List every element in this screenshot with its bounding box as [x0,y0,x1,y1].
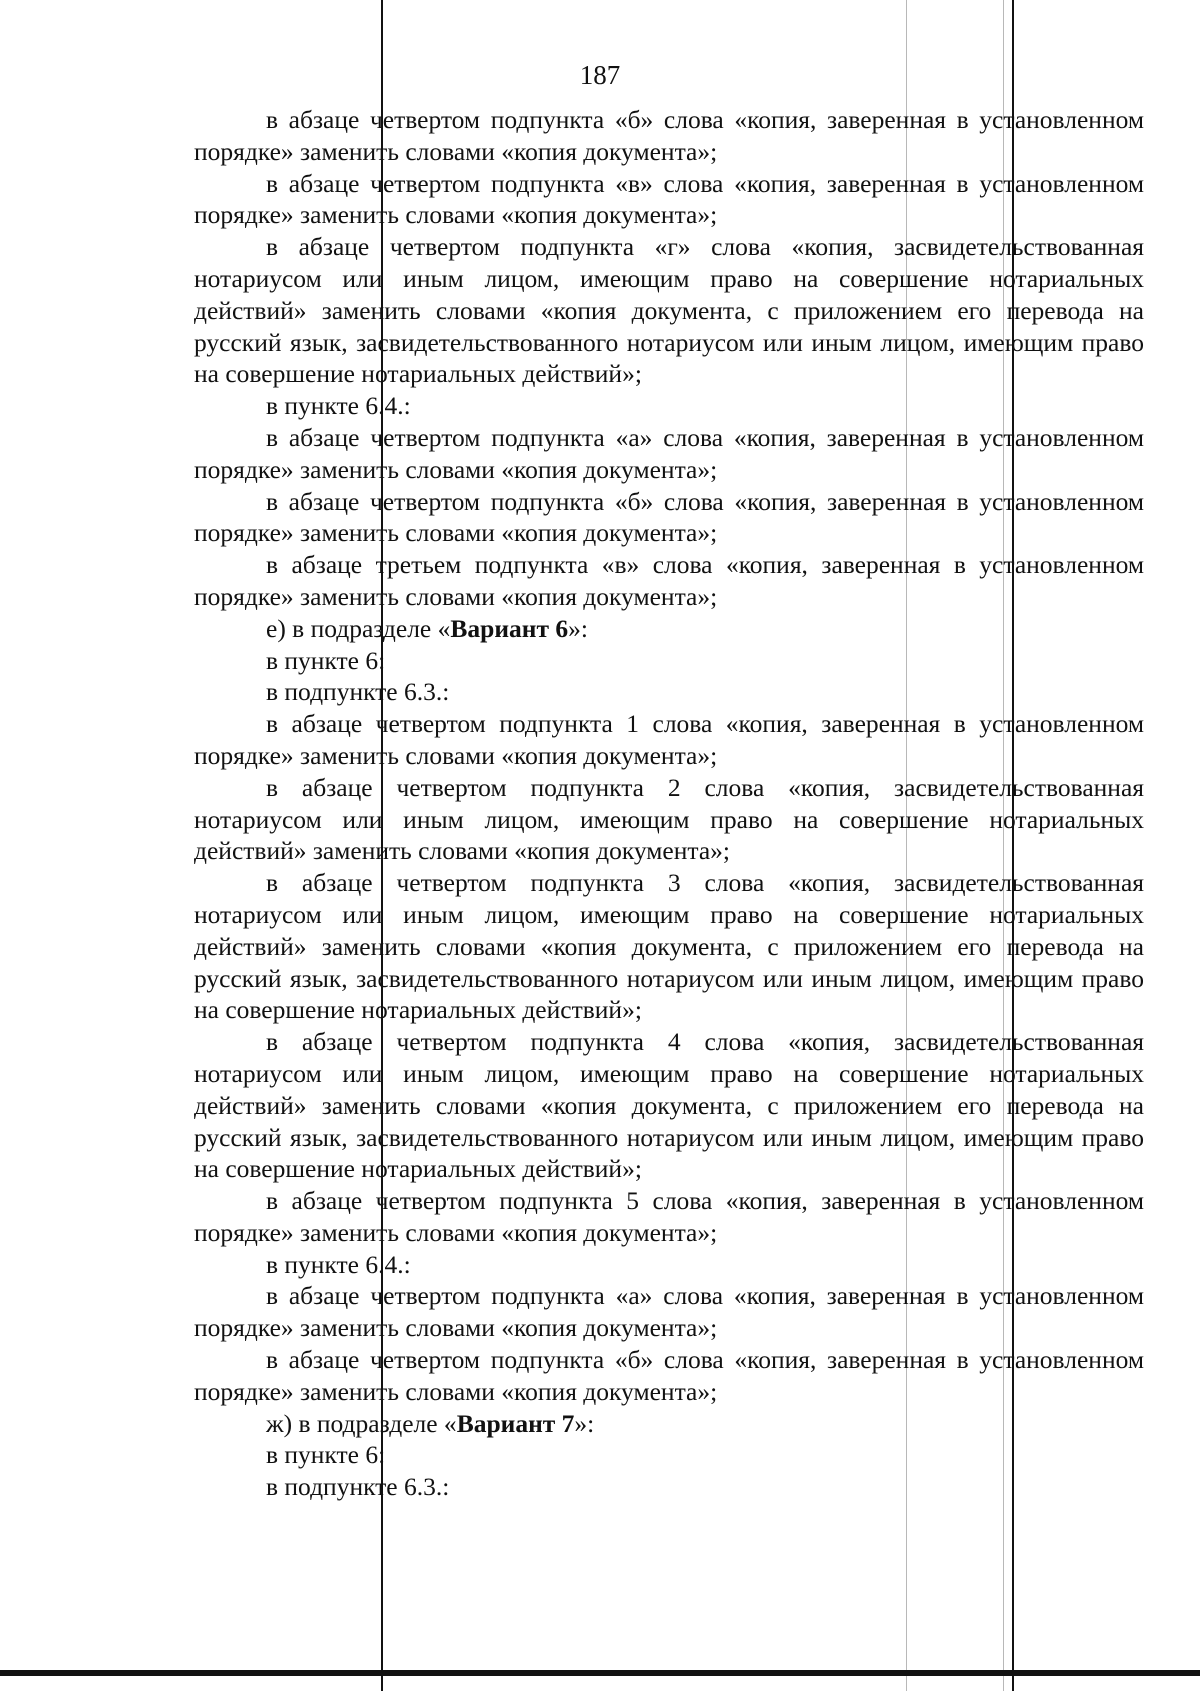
subsection-heading-e [194,613,1144,645]
subsection-variant-name: Вариант 7 [456,1408,575,1438]
subsection-variant-name: Вариант 6 [450,613,569,643]
paragraph: в пункте 6.4.: [266,1249,411,1279]
paragraph: в пункте 6.4.: [266,391,411,421]
paragraph: в абзаце четвертом подпункта «г» слова «копия, засвидетельствованная нотариусом или иным лицом, имеющим право на совершение нотариальных действий» заменить словами «копия документа, с приложением его перевода на русский язык, засвидетельствованного нотариусом или иным лицом, имеющим право на совершение нотариальных действий»; [194,232,1144,389]
subsection-suffix: »: [568,613,588,643]
paragraph: в абзаце третьем подпункта «в» слова «копия, заверенная в установленном порядке» заменить словами «копия документа»; [194,550,1144,611]
paragraph: в абзаце четвертом подпункта «б» слова «копия, заверенная в установленном порядке» заменить словами «копия документа»; [194,486,1144,548]
subsection-suffix: »: [574,1408,595,1438]
paragraph: в подпункте 6.3.: [266,677,450,707]
paragraph: в абзаце четвертом подпункта «а» слова «копия, заверенная в установленном порядке» заменить словами «копия документа»; [194,1281,1144,1343]
scan-line-bottom [0,1670,1200,1676]
paragraph: в абзаце четвертом подпункта «б» слова «копия, заверенная в установленном порядке» заменить словами «копия документа»; [194,105,1144,166]
paragraph: в абзаце четвертом подпункта 3 слова «копия, засвидетельствованная нотариусом или иным лицом, имеющим право на совершение нотариальных действий» заменить словами «копия документа, с приложением его перевода на русский язык, засвидетельствованного нотариусом или иным лицом, имеющим право на совершение нотариальных действий»; [194,868,1144,1025]
page-number: 187 [579,60,621,90]
paragraph: в абзаце четвертом подпункта 5 слова «копия, заверенная в установленном порядке» заменить словами «копия документа»; [194,1186,1144,1247]
paragraph: в абзаце четвертом подпункта «а» слова «копия, заверенная в установленном порядке» заменить словами «копия документа»; [194,422,1144,484]
paragraph: в пункте 6: [266,645,386,675]
paragraph: в абзаце четвертом подпункта 1 слова «копия, заверенная в установленном порядке» заменить словами «копия документа»; [194,709,1144,770]
paragraph: в пункте 6: [266,1440,386,1470]
paragraph: в подпункте 6.3.: [266,1472,450,1502]
subsection-prefix: ж) в подразделе « [266,1408,457,1438]
subsection-prefix: е) в подразделе « [266,613,451,643]
paragraph: в абзаце четвертом подпункта «в» слова «копия, заверенная в установленном порядке» заменить словами «копия документа»; [194,168,1144,230]
subsection-heading-zh [194,1408,1144,1440]
paragraph: в абзаце четвертом подпункта «б» слова «копия, заверенная в установленном порядке» заменить словами «копия документа»; [194,1345,1144,1406]
document-body [194,104,1144,1503]
paragraph: в абзаце четвертом подпункта 4 слова «копия, засвидетельствованная нотариусом или иным лицом, имеющим право на совершение нотариальных действий» заменить словами «копия документа, с приложением его перевода на русский язык, засвидетельствованного нотариусом или иным лицом, имеющим право на совершение нотариальных действий»; [194,1027,1144,1184]
paragraph: в абзаце четвертом подпункта 2 слова «копия, засвидетельствованная нотариусом или иным лицом, имеющим право на совершение нотариальных действий» заменить словами «копия документа»; [194,772,1144,866]
